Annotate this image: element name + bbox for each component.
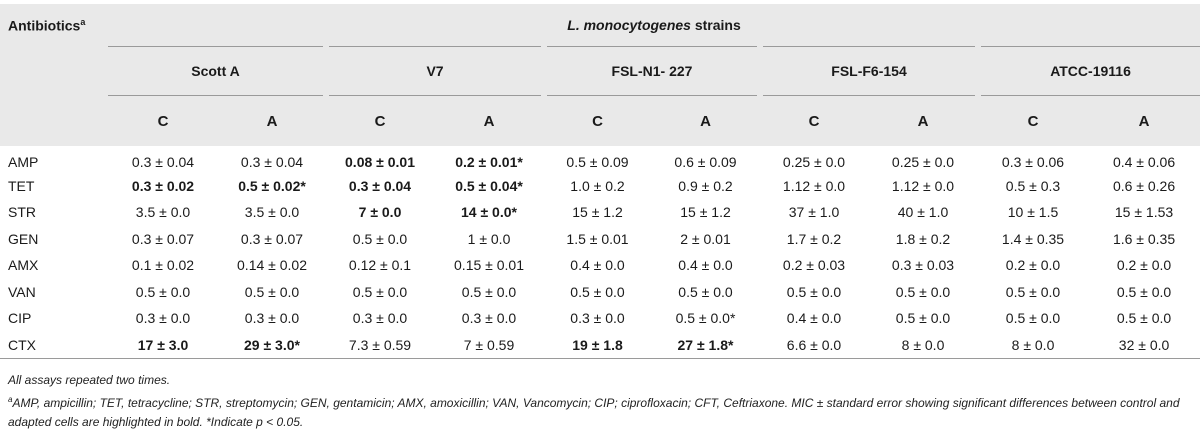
mic-value-cell: 1 ± 0.0 [467,230,511,247]
table-row [0,173,1200,200]
strain-header-v7: V7 [326,47,544,96]
strain-header-atcc-19116: ATCC-19116 [978,47,1200,96]
mic-value-cell: 0.5 ± 0.0 [1005,283,1061,300]
mic-value-cell: 1.5 ± 0.01 [566,230,629,247]
strain-header-fsl-f6-154: FSL-F6-154 [760,47,978,96]
mic-value-cell: 0.5 ± 0.0 [1116,283,1172,300]
table-footnotes [8,371,1193,432]
mic-table-container [0,4,1200,359]
antibiotic-name: CIP [8,310,32,327]
mic-value-cell: 14 ± 0.0* [461,204,517,221]
subheader-adapted: A [1138,112,1150,130]
table-row [0,226,1200,253]
table-header [0,4,1200,146]
mic-value-cell: 17 ± 3.0 [108,332,218,359]
mic-value-cell: 0.4 ± 0.0 [570,257,625,274]
mic-value-cell: 15 ± 1.53 [1114,204,1174,221]
mic-value-cell: 0.12 ± 0.1 [348,257,412,274]
mic-value-cell: 0.3 ± 0.04 [131,154,195,171]
mic-value-cell: 1.0 ± 0.2 [570,177,625,194]
subheader-control: C [592,112,603,130]
mic-value-cell: 3.5 ± 0.0 [244,204,300,221]
mic-value-cell: 0.3 ± 0.0 [352,310,408,327]
mic-value-cell: 0.5 ± 0.0 [461,283,517,300]
antibiotic-name: STR [8,204,36,221]
mic-value-cell: 0.3 ± 0.04 [240,154,304,171]
mic-value-cell: 0.6 ± 0.09 [674,154,737,171]
mic-value-cell: 27 ± 1.8* [651,332,760,359]
mic-value-cell: 2 ± 0.01 [680,230,731,247]
mic-value-cell: 0.3 ± 0.0 [461,310,517,327]
strains-group-header: L. monocytogenes strains [108,4,1200,47]
mic-value-cell: 0.5 ± 0.0 [1116,310,1172,327]
subheader-adapted: A [700,112,711,130]
mic-value-cell: 0.5 ± 0.0 [352,283,408,300]
mic-value-cell: 0.4 ± 0.06 [1112,154,1176,171]
subheader-control: C [157,112,169,130]
subheader-control: C [1027,112,1039,130]
mic-value-cell: 0.5 ± 0.0 [786,283,842,300]
mic-value-cell: 0.1 ± 0.02 [131,257,195,274]
mic-value-cell: 0.2 ± 0.03 [782,257,846,274]
mic-value-cell: 0.3 ± 0.0 [244,310,300,327]
mic-value-cell: 0.5 ± 0.0 [895,310,951,327]
mic-value-cell: 0.5 ± 0.0 [244,283,300,300]
mic-value-cell: 0.5 ± 0.0 [1005,310,1061,327]
mic-value-cell: 0.2 ± 0.0 [1116,257,1172,274]
antibiotic-name: GEN [8,230,39,247]
table-row [0,199,1200,226]
mic-value-cell: 3.5 ± 0.0 [135,204,191,221]
mic-value-cell: 10 ± 1.5 [1007,204,1059,221]
antibiotics-column-header: Antibiotics$^a$ [8,16,86,34]
mic-value-cell: 0.5 ± 0.04* [455,177,523,194]
table-row [0,332,1200,359]
mic-value-cell: 40 ± 1.0 [897,204,949,221]
mic-value-cell: 19 ± 1.8 [544,332,651,359]
mic-value-cell: 0.08 ± 0.01 [345,154,415,171]
mic-value-cell: 1.7 ± 0.2 [786,230,842,247]
mic-value-cell: 8 ± 0.0 [868,332,978,359]
mic-value-cell: 1.8 ± 0.2 [895,230,951,247]
mic-value-cell: 29 ± 3.0* [218,332,326,359]
mic-value-cell: 0.3 ± 0.04 [348,177,412,194]
mic-value-cell: 0.3 ± 0.0 [135,310,191,327]
antibiotic-name: VAN [8,283,36,300]
mic-value-cell: 0.5 ± 0.02* [238,177,306,194]
mic-value-cell: 0.5 ± 0.09 [566,154,629,171]
mic-value-cell: 0.9 ± 0.2 [678,177,733,194]
mic-value-cell: 0.3 ± 0.03 [891,257,955,274]
mic-value-cell: 0.4 ± 0.0 [678,257,733,274]
mic-value-cell: 15 ± 1.2 [680,204,731,221]
footnote-repeat: All assays repeated two times. [8,373,171,387]
mic-value-cell: 0.2 ± 0.01* [455,154,523,171]
antibiotic-name: TET [8,177,35,194]
mic-value-cell: 0.5 ± 0.0 [895,283,951,300]
mic-value-cell: 0.14 ± 0.02 [237,257,307,274]
mic-value-cell: 0.25 ± 0.0 [891,154,955,171]
mic-value-cell: 8 ± 0.0 [978,332,1088,359]
antibiotic-name: AMX [8,257,39,274]
subheader-adapted: A [266,112,278,130]
mic-value-cell: 0.3 ± 0.07 [131,230,195,247]
mic-value-cell: 0.4 ± 0.0 [786,310,842,327]
mic-value-cell: 0.2 ± 0.0 [1005,257,1061,274]
mic-value-cell: 0.3 ± 0.02 [131,177,195,194]
subheader-adapted: A [917,112,929,130]
strain-header-fsl-n1-227: FSL-N1- 227 [544,47,760,96]
antibiotic-name: AMP [8,154,39,171]
mic-value-cell: 1.12 ± 0.0 [782,177,846,194]
mic-value-cell: 7.3 ± 0.59 [326,332,434,359]
mic-value-cell: 0.3 ± 0.07 [240,230,304,247]
mic-value-cell: 15 ± 1.2 [572,204,623,221]
mic-value-cell: 37 ± 1.0 [788,204,840,221]
mic-value-cell: 0.5 ± 0.0 [678,283,733,300]
table-body [0,146,1200,358]
mic-value-cell: 1.12 ± 0.0 [891,177,955,194]
strain-header-scott-a: Scott A [108,47,326,96]
subheader-control: C [808,112,820,130]
mic-value-cell: 32 ± 0.0 [1088,332,1200,359]
subheader-control: C [374,112,386,130]
mic-value-cell: 0.5 ± 0.3 [1005,177,1061,194]
table-row [0,146,1200,173]
antibiotic-name: CTX [0,332,108,359]
mic-table [0,4,1200,359]
table-row [0,305,1200,332]
mic-value-cell: 0.5 ± 0.0 [570,283,625,300]
table-row [0,279,1200,306]
mic-value-cell: 0.5 ± 0.0 [135,283,191,300]
mic-value-cell: 0.5 ± 0.0 [352,230,408,247]
mic-value-cell: 1.6 ± 0.35 [1112,230,1176,247]
mic-value-cell: 7 ± 0.59 [434,332,544,359]
table-row [0,252,1200,279]
mic-value-cell: 0.3 ± 0.06 [1001,154,1065,171]
mic-value-cell: 1.4 ± 0.35 [1001,230,1065,247]
mic-value-cell: 0.15 ± 0.01 [454,257,524,274]
mic-value-cell: 0.5 ± 0.0* [675,310,736,327]
subheader-adapted: A [483,112,495,130]
mic-value-cell: 0.6 ± 0.26 [1112,177,1176,194]
mic-value-cell: 0.25 ± 0.0 [782,154,846,171]
mic-value-cell: 7 ± 0.0 [358,204,402,221]
mic-value-cell: 0.3 ± 0.0 [570,310,625,327]
mic-value-cell: 6.6 ± 0.0 [760,332,868,359]
footnote-abbreviations: $^a$AMP, ampicillin; TET, tetracycline; STR, streptomycin; GEN, gentamicin; AMX, amoxicillin; VAN, Vancomycin; CIP; ciprofloxacin; CFT, Ceftriaxone. MIC ± standard error showing significant differences between control and adapted cells are highlighted in bold. *Indicate p < 0.05. [8,395,1180,429]
